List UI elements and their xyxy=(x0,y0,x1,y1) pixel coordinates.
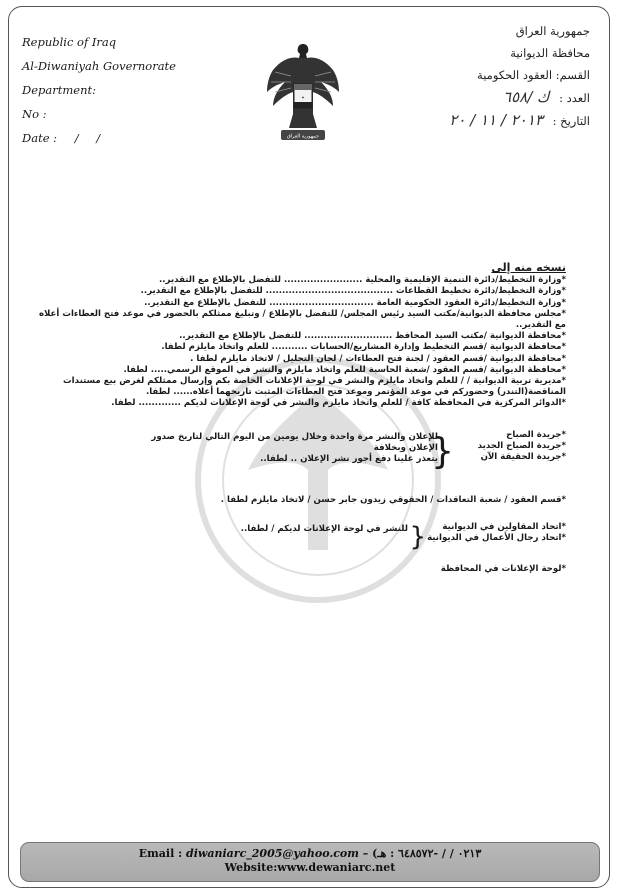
handwritten-date: ٢٠١٣ / ١١ / ٢٠ xyxy=(449,111,543,129)
email-label: Email : xyxy=(138,847,183,860)
country-en: Republic of Iraq xyxy=(22,35,117,49)
governorate-en: Al-Diwaniyah Governorate xyxy=(22,59,176,73)
svg-text:★: ★ xyxy=(301,95,305,100)
recipient-line: *الدوائر المركزية في المحافظة كافة / للعلم واتخاذ مايلزم والنشر في لوحة الإعلانات لديكم ............. لطفا. xyxy=(111,398,566,409)
recipient-line: *محافظة الديوانية /مكتب السيد المحافظ ........................... للتفضل بالإطلاع مع التقدير.. xyxy=(179,331,566,342)
unions-group xyxy=(28,522,566,550)
newspaper-name: *جريدة الصباح xyxy=(506,429,566,440)
website-link[interactable]: Website:www.dewaniarc.net xyxy=(224,861,396,874)
brace-glyph: { xyxy=(431,430,454,472)
recipient-line: *وزارة التخطيط/دائرة العقود الحكومية العامة ................................ للتفضل بالإطلاع مع التقدير.. xyxy=(144,297,566,308)
recipient-line: *محافظة الديوانية /قسم العقود / لجنة فتح العطاءات / لجان التحليل / لاتخاذ مايلزم لطفا . xyxy=(190,353,566,364)
emblem-caption: جمهورية العراق xyxy=(286,133,320,140)
copies-to-title: نسخه منه إلى xyxy=(491,261,566,274)
contact-footer xyxy=(20,842,600,882)
recipient-line: *مديرية تربية الديوانية / / للعلم واتخاذ مايلزم والنشر في لوحة الإعلانات الخاصة بكم وإرسال ممثلكم لغرض بيع مستندات المناقصة(التندر) وحضوركم في موعد المؤتمر وموعد فتح العطاءات المثبت تاريخهما أعلاه...... لطفا. xyxy=(63,376,566,398)
phone-text: – (٠٢١٣ / / -٦٤٨٥٧٢ : هـ xyxy=(362,847,482,860)
iraq-eagle-emblem-icon xyxy=(263,40,343,150)
department-ar: القسم: العقود الحكومية xyxy=(477,68,590,82)
brace-glyph: { xyxy=(409,521,426,552)
newspaper-instruction: للإعلان والنشر مرة واحدة وخلال يومين من اليوم التالي لتاريخ صدور الإعلان وبخلافة xyxy=(151,431,438,453)
country-ar: جمهورية العراق xyxy=(515,24,590,38)
department-en: Department: xyxy=(22,83,96,97)
recipient-line: *مجلس محافظة الديوانية/مكتب السيد رئيس المجلس/ للتفضل بالإطلاع / وتبليغ ممثلكم بالحضور في موعد فتح العطاءات أعلاه مع التقدير.. xyxy=(38,308,566,331)
newspaper-instruction: يتعذر علينا دفع أجور نشر الإعلان .. لطفا.. xyxy=(260,454,438,465)
distribution-list xyxy=(28,262,566,575)
number-ar: العدد : ك /٦٥٨ xyxy=(503,88,590,106)
contracts-line: *قسم العقود / شعبة التعاقدات / الحقوقي زيدون جابر حسن / لاتخاذ مايلزم لطفا . xyxy=(220,494,566,505)
recipient-line: *محافظة الديوانية /قسم التخطيط وإدارة المشاريع/الحسابات ........... للعلم واتخاذ مايلزم لطفا. xyxy=(161,342,566,353)
union-name: *اتحاد المقاولين في الديوانية xyxy=(442,521,566,532)
governorate-ar: محافظة الديوانية xyxy=(510,46,590,60)
recipient-line: *محافظة الديوانية /قسم العقود /شعبة الحاسبة للعلم واتخاذ مايلزم والنشر في الموقع الرسمي..... لطفا. xyxy=(123,364,566,375)
date-ar: التاريخ : ٢٠١٣ / ١١ / ٢٠ xyxy=(449,111,590,129)
header-arabic-block xyxy=(449,20,590,132)
newspaper-name: *جريدة الحقيقة الآن xyxy=(480,452,566,463)
handwritten-number: ك /٦٥٨ xyxy=(503,88,550,106)
recipient-line: *وزارة التخطيط/دائرة التنمية الإقليمية والمحلية ........................ للتفضل بالإطلاع مع التقدير.. xyxy=(159,275,566,286)
newspapers-group xyxy=(28,430,566,480)
union-instruction: للنشر في لوحة الإعلانات لديكم / لطفا.. xyxy=(240,523,408,534)
newspaper-name: *جريدة الصباح الجديد xyxy=(477,440,566,451)
notice-board-line: *لوحة الإعلانات في المحافظة xyxy=(440,563,566,574)
recipient-line: *وزارة التخطيط/دائرة تخطيط القطاعات ....................................... للتفضل بالإطلاع مع التقدير.. xyxy=(140,286,566,297)
header-english-block xyxy=(22,30,176,150)
date-en: Date : / / xyxy=(22,131,101,145)
email-link[interactable]: diwaniarc_2005@yahoo.com xyxy=(186,847,359,860)
number-en: No : xyxy=(22,107,47,121)
union-name: *اتحاد رجال الأعمال في الديوانية xyxy=(427,533,566,544)
